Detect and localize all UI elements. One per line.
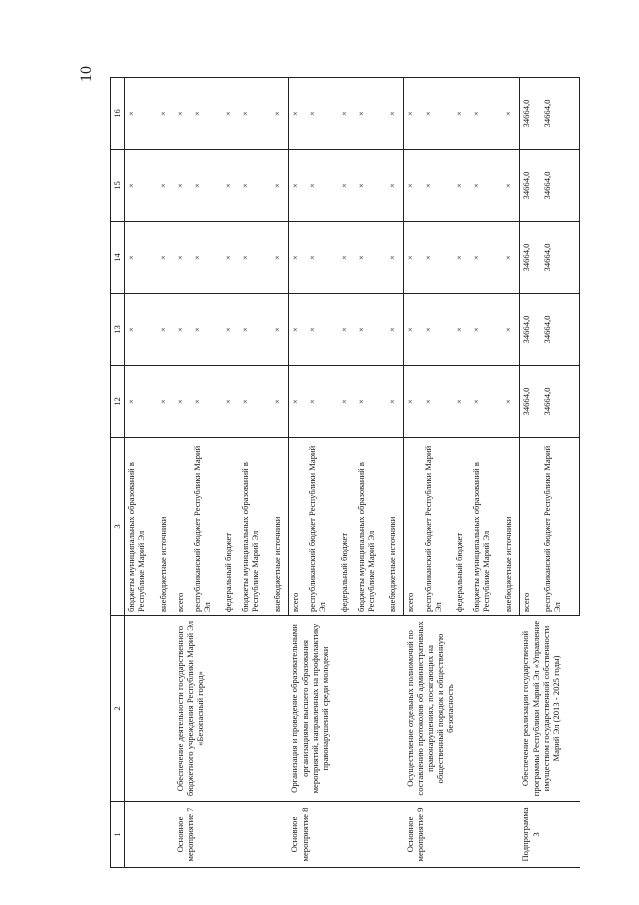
funding-source: внебюджетные источники: [271, 438, 289, 616]
value-cell: ×: [422, 78, 453, 150]
value-cell: ×: [386, 78, 404, 150]
value-cell: ×: [502, 78, 520, 150]
value-cell: ×: [338, 222, 355, 294]
value-cell: ×: [386, 366, 404, 438]
value-cell: ×: [125, 150, 157, 222]
value-cell: ×: [502, 150, 520, 222]
continued-cell: [125, 802, 174, 868]
value-cell: ×: [422, 294, 453, 366]
value-cell: ×: [404, 294, 422, 366]
value-cell: ×: [338, 294, 355, 366]
table-row: [125, 78, 157, 868]
value-cell: ×: [338, 366, 355, 438]
value-cell: ×: [191, 366, 222, 438]
value-cell: ×: [306, 294, 337, 366]
value-cell: 34664,0: [541, 78, 580, 150]
value-cell: 34664,0: [519, 366, 540, 438]
item-description: Обеспечение деятельности государственного бюджетного учреждения Республики Марий Эл «Безопасный город»: [174, 616, 289, 802]
column-header: 1: [111, 802, 125, 868]
value-cell: ×: [422, 222, 453, 294]
funding-source: бюджеты муниципальных образований в Республике Марий Эл: [239, 438, 270, 616]
value-cell: ×: [157, 366, 174, 438]
table-row: [288, 78, 306, 868]
value-cell: ×: [306, 366, 337, 438]
value-cell: ×: [239, 150, 270, 222]
value-cell: ×: [404, 222, 422, 294]
value-cell: 34664,0: [519, 150, 540, 222]
funding-source: всего: [519, 438, 540, 616]
value-cell: ×: [355, 78, 386, 150]
value-cell: ×: [470, 78, 501, 150]
column-header: 13: [111, 294, 125, 366]
value-cell: ×: [271, 150, 289, 222]
value-cell: 34664,0: [541, 294, 580, 366]
column-header: 14: [111, 222, 125, 294]
value-cell: ×: [470, 366, 501, 438]
table-row: [174, 78, 191, 868]
item-name: Основное мероприятие 9: [404, 802, 519, 868]
funding-source: федеральный бюджет: [453, 438, 470, 616]
item-name: Подпрограмма 3: [519, 802, 579, 868]
value-cell: ×: [453, 78, 470, 150]
funding-source: бюджеты муниципальных образований в Республике Марий Эл: [470, 438, 501, 616]
value-cell: ×: [125, 366, 157, 438]
value-cell: ×: [222, 366, 239, 438]
value-cell: ×: [239, 294, 270, 366]
value-cell: ×: [453, 222, 470, 294]
value-cell: ×: [453, 294, 470, 366]
value-cell: ×: [502, 222, 520, 294]
value-cell: ×: [306, 150, 337, 222]
value-cell: ×: [191, 294, 222, 366]
value-cell: ×: [271, 294, 289, 366]
value-cell: ×: [271, 222, 289, 294]
value-cell: ×: [125, 222, 157, 294]
funding-source: федеральный бюджет: [222, 438, 239, 616]
item-name: Основное мероприятие 7: [174, 802, 289, 868]
page-number: 10: [78, 66, 95, 82]
funding-source: бюджеты муниципальных образований в Республике Марий Эл: [355, 438, 386, 616]
funding-source: внебюджетные источники: [502, 438, 520, 616]
value-cell: ×: [404, 150, 422, 222]
value-cell: ×: [470, 150, 501, 222]
funding-source: всего: [288, 438, 306, 616]
value-cell: ×: [453, 150, 470, 222]
funding-source: республиканский бюджет Республики Марий Эл: [541, 438, 580, 616]
value-cell: ×: [288, 150, 306, 222]
value-cell: ×: [355, 366, 386, 438]
value-cell: ×: [125, 294, 157, 366]
item-description: Осуществление отдельных полномочий по составлению протоколов об административных правонарушениях, посягающих на общественный порядок и общественную безопасность: [404, 616, 519, 802]
value-cell: ×: [157, 78, 174, 150]
column-header: 2: [111, 616, 125, 802]
value-cell: ×: [422, 150, 453, 222]
value-cell: 34664,0: [519, 294, 540, 366]
header-row: [111, 78, 125, 868]
value-cell: ×: [222, 150, 239, 222]
funding-source: внебюджетные источники: [157, 438, 174, 616]
value-cell: ×: [271, 366, 289, 438]
value-cell: ×: [386, 150, 404, 222]
value-cell: ×: [470, 222, 501, 294]
funding-source: всего: [404, 438, 422, 616]
funding-source: бюджеты муниципальных образований в Республике Марий Эл: [125, 438, 157, 616]
value-cell: ×: [422, 366, 453, 438]
value-cell: 34664,0: [519, 222, 540, 294]
value-cell: ×: [174, 150, 191, 222]
value-cell: ×: [386, 294, 404, 366]
value-cell: ×: [288, 222, 306, 294]
funding-source: внебюджетные источники: [386, 438, 404, 616]
value-cell: ×: [288, 366, 306, 438]
item-description: Обеспечение реализации государственной программы Республики Марий Эл «Управление имуществом государственной собственности Марий Эл (2013 - 2025 годы): [519, 616, 579, 802]
funding-source: республиканский бюджет Республики Марий Эл: [191, 438, 222, 616]
value-cell: ×: [125, 78, 157, 150]
item-name: Основное мероприятие 8: [288, 802, 403, 868]
value-cell: ×: [222, 222, 239, 294]
value-cell: ×: [191, 78, 222, 150]
funding-source: всего: [174, 438, 191, 616]
table-body: [125, 78, 580, 868]
column-header: 3: [111, 438, 125, 616]
item-description: Организация и проведение образовательными организациями высшего образования мероприятий, направленных на профилактику правонарушений среди молодежи: [288, 616, 403, 802]
value-cell: ×: [404, 366, 422, 438]
value-cell: 34664,0: [541, 366, 580, 438]
value-cell: ×: [355, 222, 386, 294]
value-cell: ×: [222, 294, 239, 366]
value-cell: ×: [355, 294, 386, 366]
value-cell: 34664,0: [541, 150, 580, 222]
continued-cell: [125, 616, 174, 802]
value-cell: ×: [306, 222, 337, 294]
value-cell: 34664,0: [519, 78, 540, 150]
value-cell: 34664,0: [541, 222, 580, 294]
value-cell: ×: [470, 294, 501, 366]
column-header: 12: [111, 366, 125, 438]
value-cell: ×: [222, 78, 239, 150]
value-cell: ×: [288, 294, 306, 366]
value-cell: ×: [174, 294, 191, 366]
value-cell: ×: [288, 78, 306, 150]
value-cell: ×: [502, 366, 520, 438]
value-cell: ×: [453, 366, 470, 438]
value-cell: ×: [271, 78, 289, 150]
value-cell: ×: [174, 222, 191, 294]
value-cell: ×: [355, 150, 386, 222]
value-cell: ×: [386, 222, 404, 294]
value-cell: ×: [502, 294, 520, 366]
funding-source: республиканский бюджет Республики Марий Эл: [422, 438, 453, 616]
value-cell: ×: [239, 222, 270, 294]
funding-source: федеральный бюджет: [338, 438, 355, 616]
budget-table: [110, 77, 580, 868]
value-cell: ×: [338, 78, 355, 150]
value-cell: ×: [174, 366, 191, 438]
table-row: [519, 78, 540, 868]
value-cell: ×: [157, 222, 174, 294]
funding-source: республиканский бюджет Республики Марий Эл: [306, 438, 337, 616]
column-header: 15: [111, 150, 125, 222]
value-cell: ×: [191, 150, 222, 222]
value-cell: ×: [191, 222, 222, 294]
value-cell: ×: [174, 78, 191, 150]
table-row: [404, 78, 422, 868]
value-cell: ×: [239, 366, 270, 438]
rotated-table-frame: [110, 78, 580, 868]
value-cell: ×: [306, 78, 337, 150]
value-cell: ×: [404, 78, 422, 150]
value-cell: ×: [239, 78, 270, 150]
value-cell: ×: [157, 150, 174, 222]
value-cell: ×: [338, 150, 355, 222]
column-header: 16: [111, 78, 125, 150]
value-cell: ×: [157, 294, 174, 366]
